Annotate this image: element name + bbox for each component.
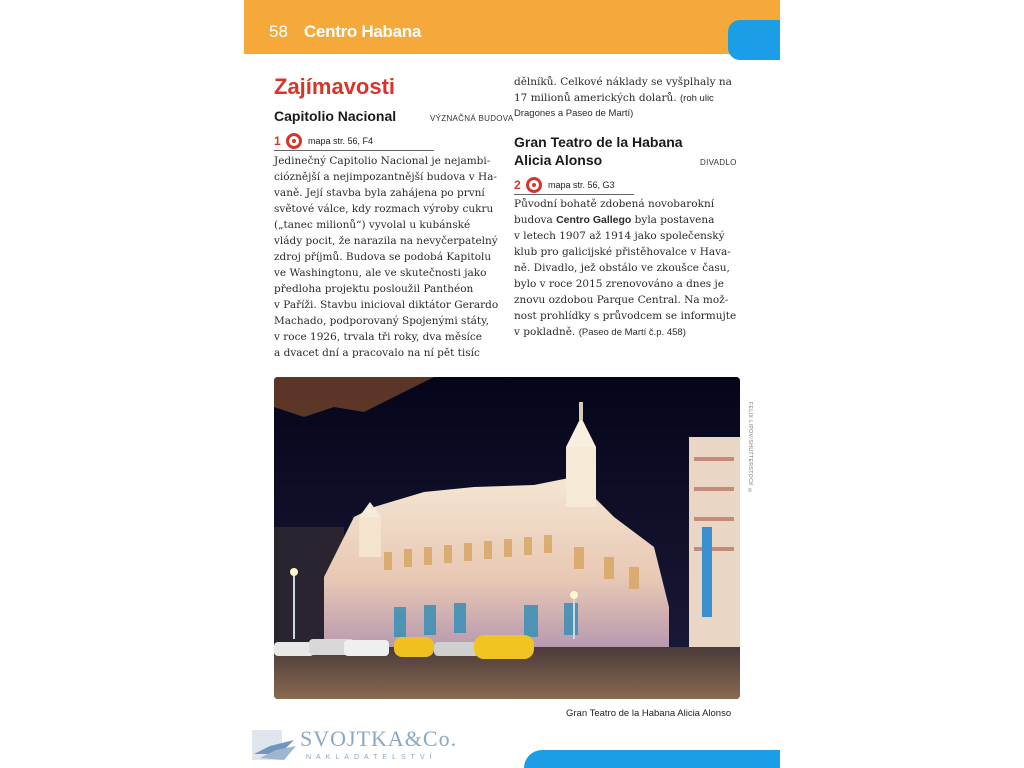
logo-subtitle: NAKLADATELSTVÍ bbox=[306, 754, 437, 761]
body-line: a dvacet dní a pracovalo na ní pět tisíc bbox=[274, 347, 480, 359]
body-line: Machado, podporovaný Spojenými státy, bbox=[274, 315, 490, 327]
body-line: v roce 1926, trvala tři roky, dva měsíce bbox=[274, 331, 482, 343]
photo-credit: FELIX LIPOV/SHUTTERSTOCK © bbox=[747, 402, 753, 495]
marker-number: 1 bbox=[274, 134, 281, 148]
footer-band bbox=[524, 750, 780, 768]
theatre-photo bbox=[274, 377, 740, 699]
logo-name: SVOJTKA&Co. bbox=[300, 726, 458, 751]
entry-title-gran-teatro: Gran Teatro de la Habana bbox=[514, 134, 683, 150]
body-line: cióznější a nejimpozantnější budova v Ha- bbox=[274, 171, 497, 183]
entry-title-gran-teatro-line2: Alicia Alonso bbox=[514, 152, 603, 168]
body-line: v pokladně. (Paseo de Martí č.p. 458) bbox=[514, 326, 686, 338]
target-icon bbox=[526, 177, 542, 193]
body-line: v letech 1907 až 1914 jako společenský bbox=[514, 230, 725, 242]
chapter-tab bbox=[728, 20, 780, 60]
body-line: světové válce, kdy rozmach výroby cukru bbox=[274, 203, 494, 215]
page-header bbox=[244, 0, 780, 54]
map-marker-2[interactable] bbox=[514, 176, 634, 195]
page-heading: Zajímavosti bbox=[274, 74, 396, 99]
body-line: vlády pocit, že narazila na nevyčerpatelný bbox=[274, 235, 498, 247]
map-reference: mapa str. 56, G3 bbox=[548, 180, 615, 190]
body-line: zdroj příjmů. Budova se podobá Kapitolu bbox=[274, 251, 492, 263]
body-line: ně. Divadlo, jež obstálo ve zkoušce času, bbox=[514, 262, 730, 274]
body-line: vaně. Její stavba byla zahájena po první bbox=[274, 187, 485, 199]
body-line: („tanec milionů“) vyvolal u kubánské bbox=[274, 219, 471, 231]
map-reference: mapa str. 56, F4 bbox=[308, 136, 374, 146]
body-line: budova Centro Gallego byla postavena bbox=[514, 214, 715, 226]
entry-type-gran-teatro: DIVADLO bbox=[700, 158, 737, 167]
body-line: dělníků. Celkové náklady se vyšplhaly na bbox=[514, 76, 732, 88]
body-line: znovu ozdobou Parque Central. Na mož- bbox=[514, 294, 729, 306]
target-icon bbox=[286, 133, 302, 149]
entry-title-capitolio: Capitolio Nacional bbox=[274, 108, 397, 124]
guidebook-page bbox=[244, 0, 780, 768]
night-building-illustration bbox=[274, 377, 740, 699]
section-title: Centro Habana bbox=[304, 22, 422, 41]
address: (Paseo de Martí č.p. 458) bbox=[578, 327, 686, 338]
body-line: v Paříži. Stavbu inicioval diktátor Gerardo bbox=[274, 299, 499, 311]
body-line: Původní bohatě zdobená novobarokní bbox=[514, 198, 715, 210]
book-icon bbox=[250, 728, 298, 764]
marker-number: 2 bbox=[514, 178, 521, 192]
body-line: klub pro galicijské přistěhovalce v Hava- bbox=[514, 246, 731, 258]
body-line: bylo v roce 2015 zrenovováno a dnes je bbox=[514, 278, 724, 290]
publisher-logo bbox=[250, 724, 458, 768]
body-line: ve Washingtonu, ale ve skutečnosti jako bbox=[274, 267, 487, 279]
entry-type-capitolio: VÝZNAČNÁ BUDOVA bbox=[430, 114, 514, 123]
page-number: 58 bbox=[269, 22, 288, 41]
photo-caption: Gran Teatro de la Habana Alicia Alonso bbox=[566, 708, 732, 719]
body-line: nost prohlídky s průvodcem se informujte bbox=[514, 310, 737, 322]
body-line: Jedinečný Capitolio Nacional je nejambi- bbox=[274, 155, 491, 167]
map-marker-1[interactable] bbox=[274, 132, 434, 151]
body-line: 17 milionů amerických dolarů. (roh ulic bbox=[514, 92, 714, 104]
body-line: předloha projektu posloužil Panthéon bbox=[274, 283, 474, 295]
address: (roh ulic bbox=[680, 93, 714, 104]
bold-term: Centro Gallego bbox=[556, 214, 632, 226]
address: Dragones a Paseo de Martí) bbox=[514, 108, 634, 119]
